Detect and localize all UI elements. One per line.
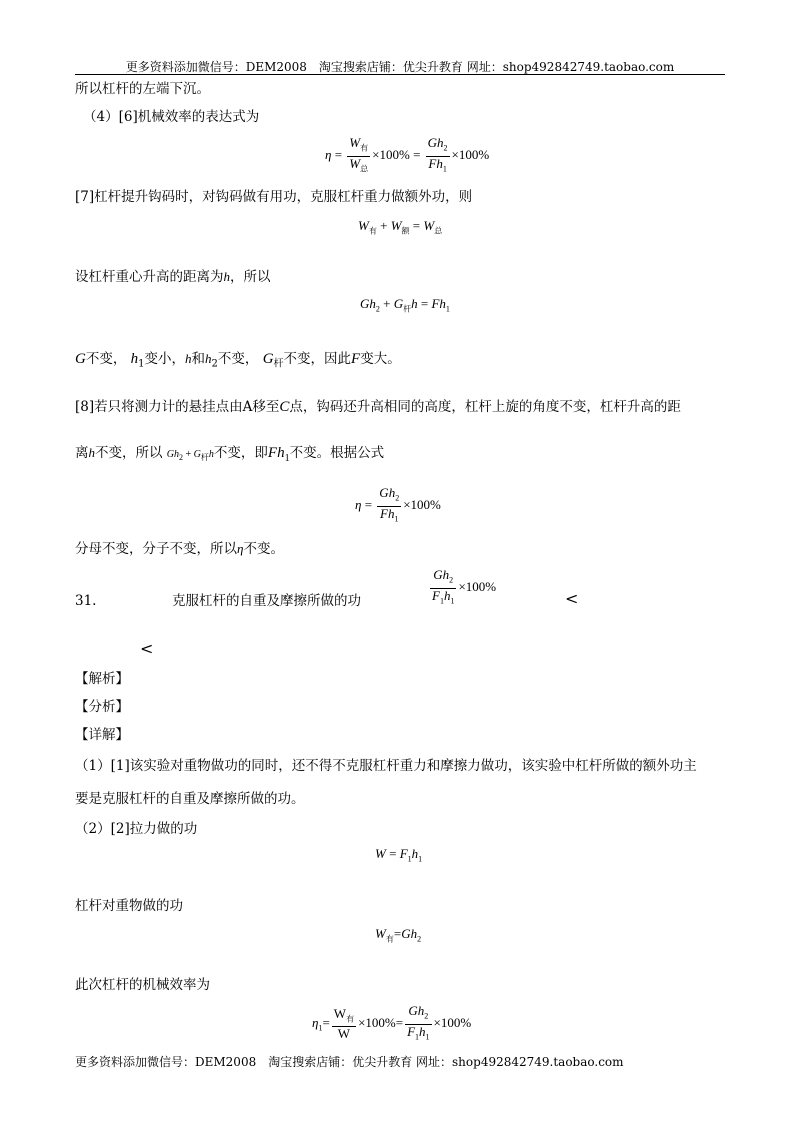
header-divider — [75, 74, 725, 75]
formula-efficiency-3: $\eta_1=$ $\frac{W_有}{W}$ ×100%= $\frac{Gh_2}{F_1h_1}$ ×100% — [312, 1003, 472, 1042]
text-line: 要是克服杠杆的自重及摩擦所做的功。 — [75, 791, 305, 807]
page-footer: 更多资料添加微信号：DEM2008 淘宝搜索店铺：优尖升教育 网址：shop492842749.taobao.com — [75, 1055, 624, 1069]
formula-efficiency: η = $\frac{W_有}{W_总}$ ×100% = $\frac{Gh_2}{Fh_1}$ ×100% — [325, 135, 490, 174]
text-line: 杠杆对重物做的功 — [75, 898, 183, 914]
text-line: （2）[2]拉力做的功 — [75, 821, 198, 837]
text-line: （4）[6]机械效率的表达式为 — [83, 109, 260, 125]
text-line: [7]杠杆提升钩码时，对钩码做有用功，克服杠杆重力做额外功，则 — [75, 189, 473, 205]
answer-1: 克服杠杆的自重及摩擦所做的功 — [172, 593, 361, 609]
answer-2-formula: $\frac{Gh_2}{F_1h_1}$ ×100% — [432, 567, 497, 606]
text-line: 分母不变，分子不变，所以η不变。 — [75, 541, 284, 557]
section-fenxi: 【分析】 — [75, 699, 129, 715]
formula-efficiency-2: η = $\frac{Gh_2}{Fh_1}$ ×100% — [355, 485, 441, 524]
formula-work-sum: $W_有 + W_额 = W_总$ — [358, 218, 443, 236]
text-line: （1）[1]该实验对重物做功的同时，还不得不克服杠杆重力和摩擦力做功，该实验中杠杆所做的额外功主 — [75, 758, 697, 774]
text-line: 设杠杆重心升高的距离为h，所以 — [75, 269, 271, 285]
formula-useful-work: $W_有=Gh_2$ — [375, 926, 422, 944]
text-line: 所以杠杆的左端下沉。 — [75, 81, 210, 97]
section-xiangjie: 【详解】 — [75, 727, 129, 743]
question-number: 31. — [75, 593, 97, 609]
answer-3: < — [565, 589, 579, 608]
section-jiexi: 【解析】 — [75, 671, 129, 687]
text-line: 此次杠杆的机械效率为 — [75, 977, 210, 993]
text-line: G不变， $h_1$变小，h和$h_2$不变， $G_杆$不变，因此F变大。 — [75, 351, 401, 370]
answer-4: < — [140, 639, 154, 658]
formula-pull-work: $W = F_1h_1$ — [375, 846, 423, 864]
formula-lever-balance: $Gh_2 + G_杆h = Fh_1$ — [360, 296, 450, 314]
page-header: 更多资料添加微信号：DEM2008 淘宝搜索店铺：优尖升教育 网址：shop492842749.taobao.com — [125, 60, 675, 74]
text-line: 离h不变，所以 $Gh_2 + G_杆h$不变，即$Fh_1$不变。根据公式 — [75, 445, 385, 464]
text-line: [8]若只将测力计的悬挂点由A移至C点，钩码还升高相同的高度，杠杆上旋的角度不变，杠杆升高的距 — [75, 399, 681, 415]
